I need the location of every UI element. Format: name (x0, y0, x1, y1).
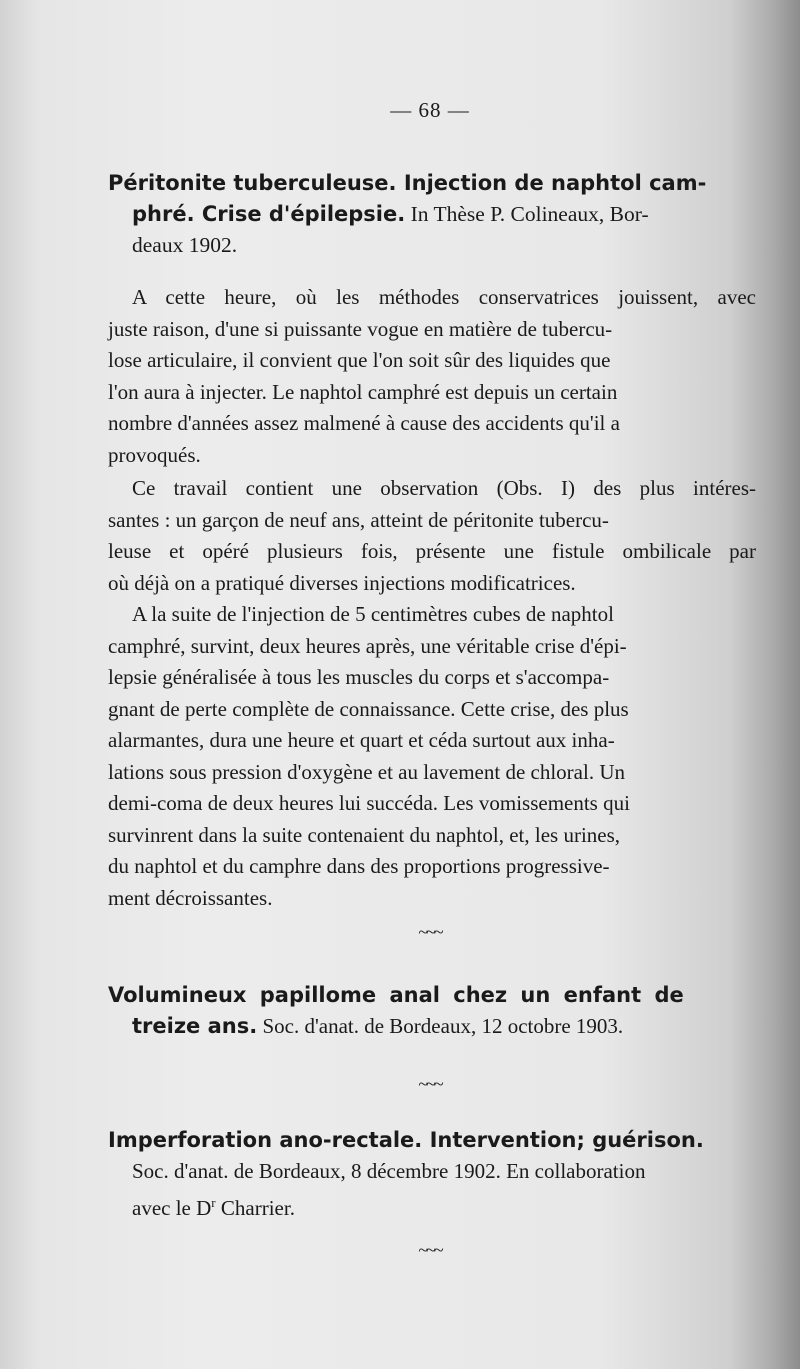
entry-title-bold: phré. Crise d'épilepsie. (132, 202, 406, 226)
text-line: leuse et opéré plusieurs fois, présente une fistule ombilicale par (108, 539, 756, 563)
paragraph-2 (108, 473, 756, 599)
paragraph-1 (108, 282, 756, 471)
text-line: provoqués. (108, 442, 201, 467)
text-line: alarmantes, dura une heure et quart et céda surtout aux inha- (108, 728, 615, 752)
entry-title-line (108, 1011, 756, 1042)
entry-title-line: Imperforation ano-rectale. Intervention; guérison. (108, 1128, 704, 1152)
text-line: survinrent dans la suite contenaient du naphtol, et, les urines, (108, 822, 621, 847)
section-separator: ~~~ (418, 1240, 442, 1260)
entry-papillome (108, 980, 756, 1042)
entry-title-bold: treize ans. (132, 1014, 258, 1038)
text-line: l'on aura à injecter. Le naphtol camphré est depuis un certain (108, 379, 618, 404)
entry-title-line: Volumineux papillome anal chez un enfant de (108, 983, 684, 1007)
entry-citation: Soc. d'anat. de Bordeaux, 12 octobre 1903. (257, 1014, 624, 1038)
section-separator: ~~~ (418, 922, 442, 942)
entry-imperforation (108, 1125, 756, 1224)
entry-title-line: Péritonite tuberculeuse. Injection de naphtol cam- (108, 171, 707, 195)
text-line: santes : un garçon de neuf ans, atteint de péritonite tubercu- (108, 507, 609, 532)
section-separator: ~~~ (418, 1074, 442, 1094)
text-line: A la suite de l'injection de 5 centimètres cubes de naphtol (132, 602, 614, 626)
text-line: demi-coma de deux heures lui succéda. Les vomissements qui (108, 791, 630, 815)
entry-citation: Charrier. (215, 1196, 295, 1220)
text-line: camphré, survint, deux heures après, une véritable crise d'épi- (108, 633, 627, 658)
text-line: lepsie généralisée à tous les muscles du corps et s'accompa- (108, 665, 610, 689)
text-line: A cette heure, où les méthodes conservatrices jouissent, avec (132, 285, 756, 309)
text-line: où déjà on a pratiqué diverses injections modificatrices. (108, 570, 576, 595)
text-line: gnant de perte complète de connaissance. Cette crise, des plus (108, 696, 629, 721)
paragraph-3 (108, 599, 756, 914)
text-line: nombre d'années assez malmené à cause des accidents qu'il a (108, 411, 620, 435)
entry-title-line (108, 199, 756, 230)
text-line: Ce travail contient une observation (Obs. I) des plus intéres- (132, 476, 756, 500)
entry-peritonite (108, 168, 756, 261)
text-line: juste raison, d'une si puissante vogue en matière de tubercu- (108, 316, 613, 341)
superscript: r (211, 1195, 216, 1210)
entry-citation: In Thèse P. Colineaux, Bor- (405, 202, 649, 226)
entry-citation-line: deaux 1902. (132, 233, 238, 257)
text-line: ment décroissantes. (108, 885, 273, 910)
entry-citation-line: Soc. d'anat. de Bordeaux, 8 décembre 1902. En collaboration (132, 1159, 646, 1183)
page-number: — 68 — (390, 98, 470, 122)
entry-citation: avec le D (132, 1196, 212, 1220)
text-line: lose articulaire, il convient que l'on soit sûr des liquides que (108, 348, 611, 372)
entry-citation-line (108, 1187, 756, 1224)
text-line: lations sous pression d'oxygène et au lavement de chloral. Un (108, 759, 625, 784)
text-line: du naphtol et du camphre dans des proportions progressive- (108, 854, 610, 878)
